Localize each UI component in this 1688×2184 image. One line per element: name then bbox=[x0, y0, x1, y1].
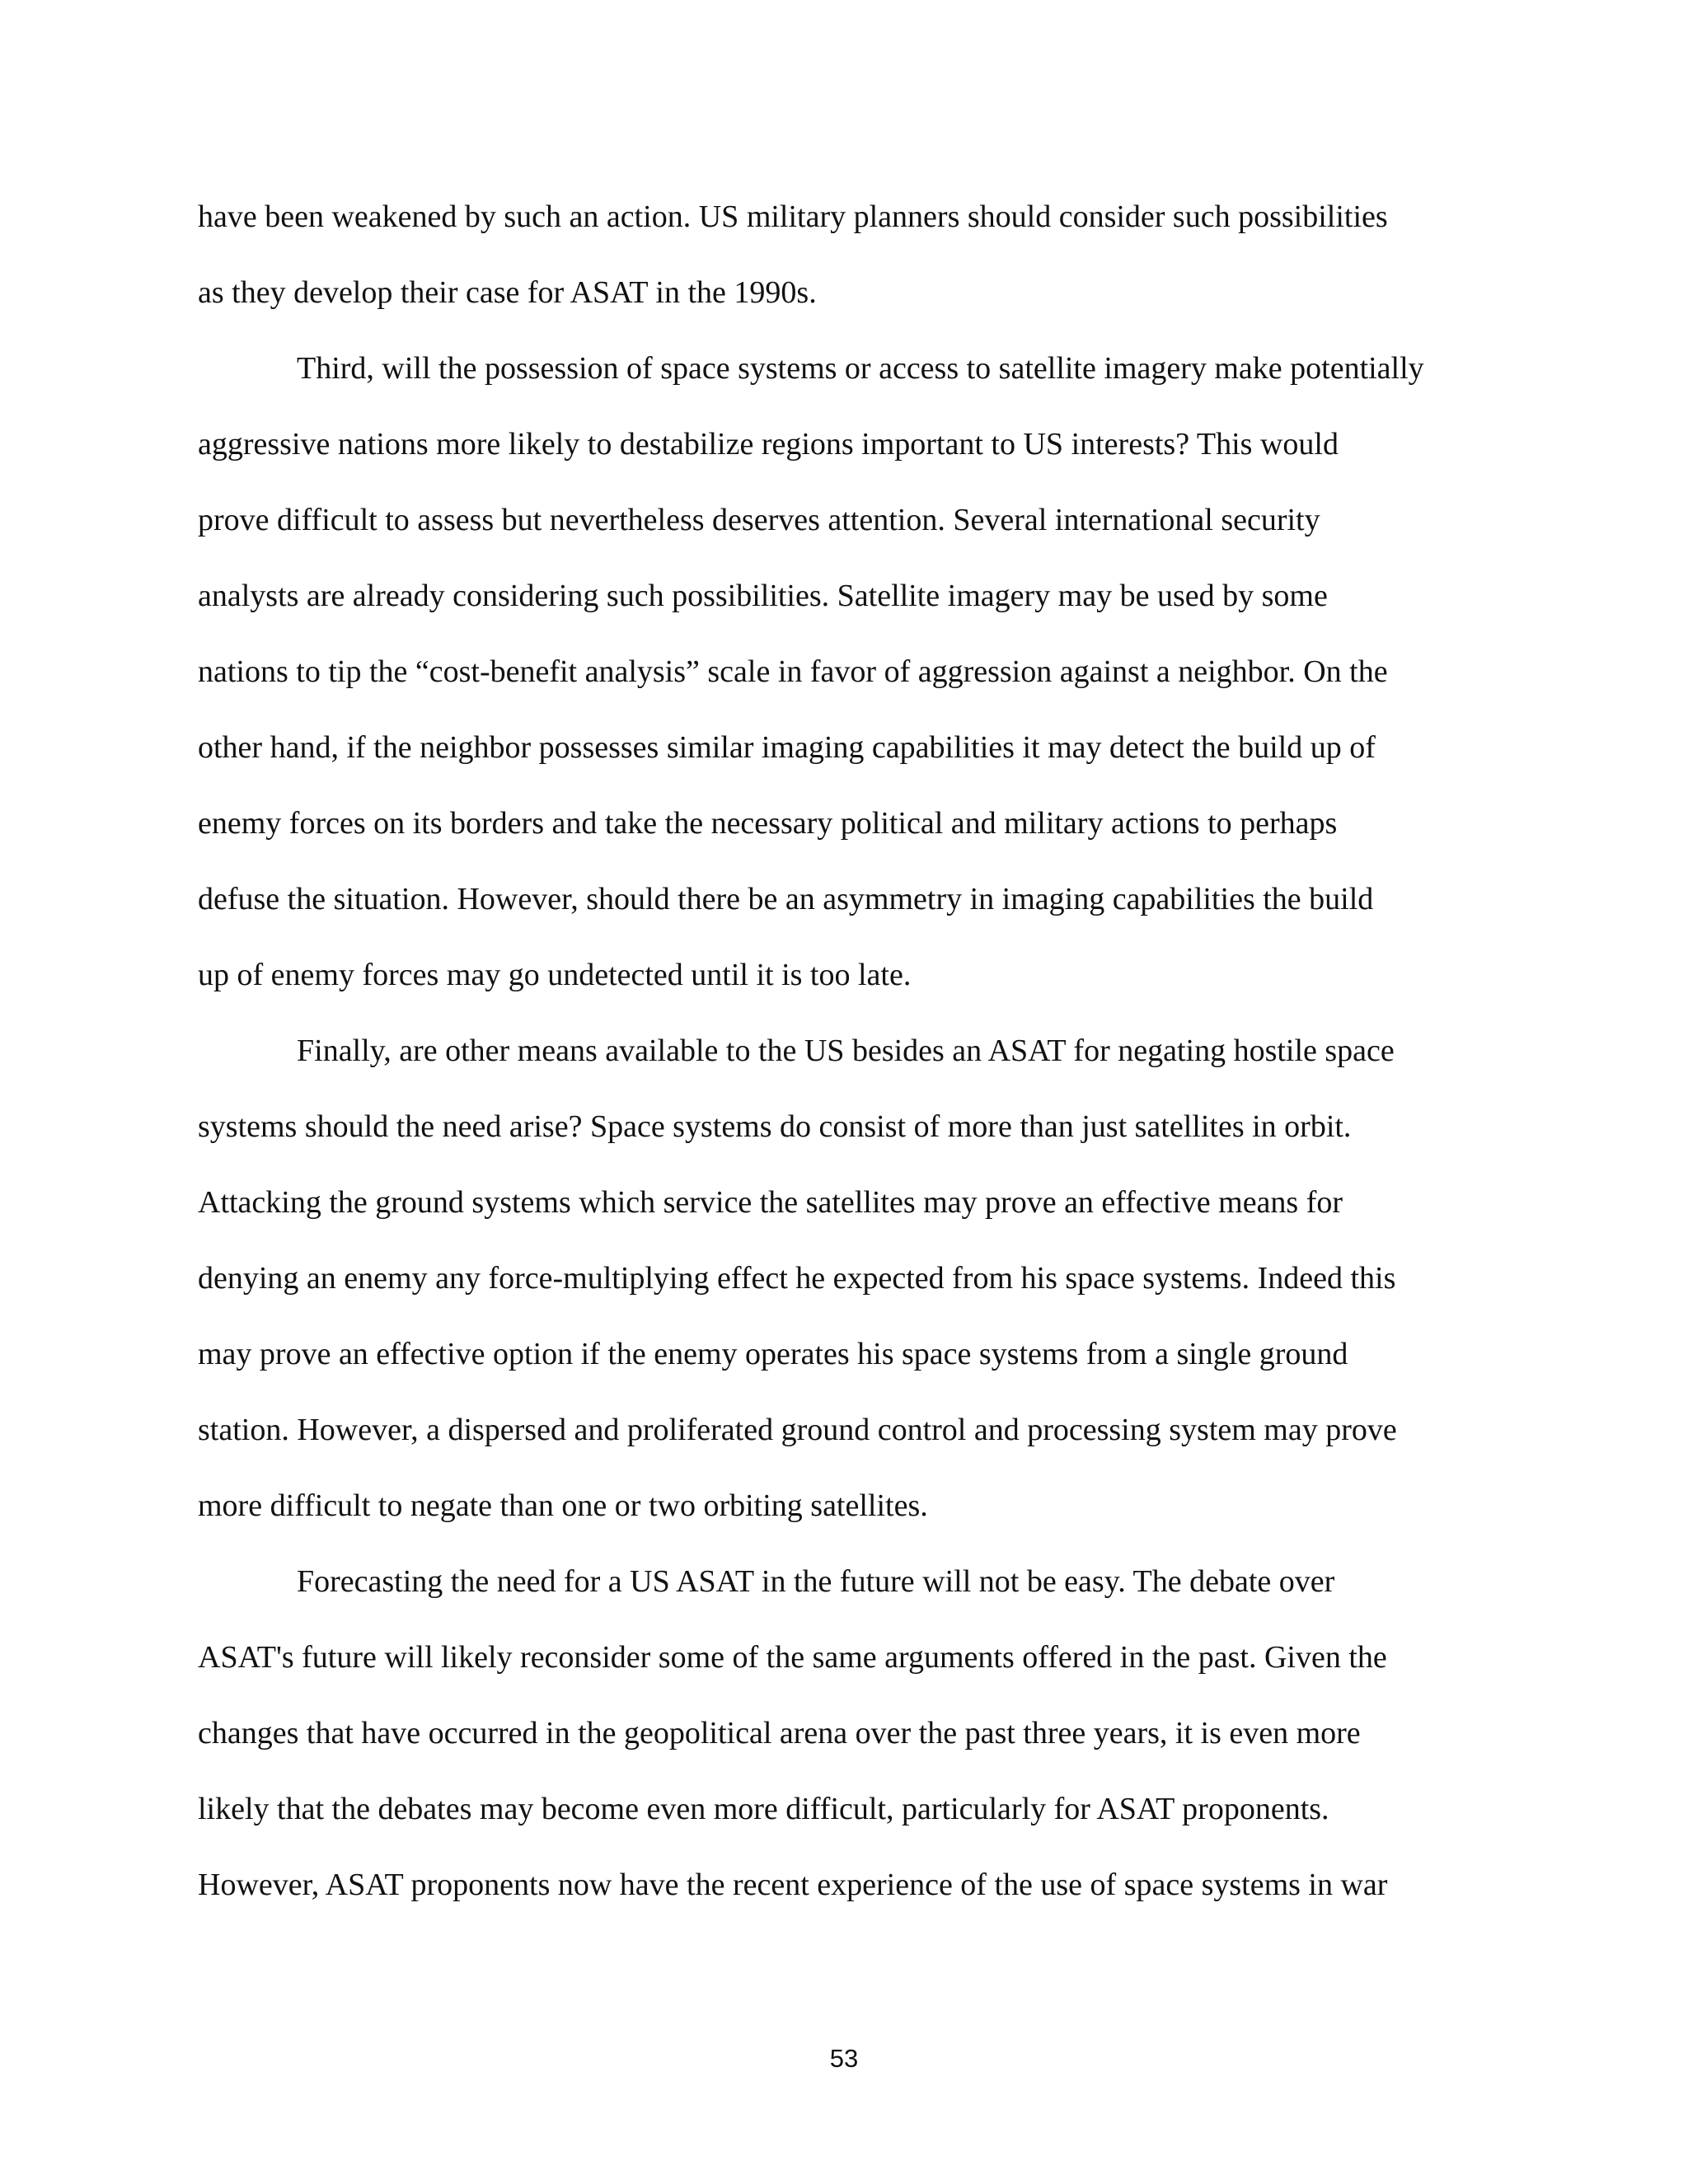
body-line: denying an enemy any force-multiplying effect he expected from his space systems. Indeed this bbox=[198, 1261, 1396, 1296]
body-line: Forecasting the need for a US ASAT in the future will not be easy. The debate over bbox=[297, 1564, 1335, 1599]
body-line: station. However, a dispersed and proliferated ground control and processing system may prove bbox=[198, 1413, 1397, 1447]
body-line: up of enemy forces may go undetected until it is too late. bbox=[198, 958, 912, 992]
body-line: Finally, are other means available to the US besides an ASAT for negating hostile space bbox=[297, 1033, 1395, 1068]
page-number: 53 bbox=[829, 2044, 859, 2073]
body-line: have been weakened by such an action. US military planners should consider such possibilities bbox=[198, 199, 1388, 234]
body-line: enemy forces on its borders and take the necessary political and military actions to perhaps bbox=[198, 806, 1338, 841]
body-line: defuse the situation. However, should there be an asymmetry in imaging capabilities the build bbox=[198, 882, 1374, 916]
body-line: may prove an effective option if the enemy operates his space systems from a single ground bbox=[198, 1337, 1348, 1371]
body-line: likely that the debates may become even more difficult, particularly for ASAT proponents. bbox=[198, 1792, 1329, 1826]
body-line: aggressive nations more likely to destabilize regions important to US interests? This would bbox=[198, 427, 1339, 462]
body-line: systems should the need arise? Space systems do consist of more than just satellites in orbit. bbox=[198, 1109, 1352, 1144]
body-line: However, ASAT proponents now have the recent experience of the use of space systems in war bbox=[198, 1868, 1388, 1902]
body-line: Third, will the possession of space systems or access to satellite imagery make potentially bbox=[297, 351, 1424, 386]
body-line: as they develop their case for ASAT in the 1990s. bbox=[198, 275, 817, 310]
body-line: prove difficult to assess but nevertheless deserves attention. Several international security bbox=[198, 503, 1320, 537]
body-line: more difficult to negate than one or two orbiting satellites. bbox=[198, 1488, 928, 1523]
body-line: changes that have occurred in the geopolitical arena over the past three years, it is even more bbox=[198, 1716, 1361, 1750]
body-line: Attacking the ground systems which service the satellites may prove an effective means for bbox=[198, 1185, 1343, 1220]
body-line: ASAT's future will likely reconsider some of the same arguments offered in the past. Given the bbox=[198, 1640, 1387, 1675]
body-line: nations to tip the “cost-benefit analysis” scale in favor of aggression against a neighbor. On the bbox=[198, 654, 1388, 689]
body-line: analysts are already considering such possibilities. Satellite imagery may be used by some bbox=[198, 579, 1328, 613]
body-line: other hand, if the neighbor possesses similar imaging capabilities it may detect the build up of bbox=[198, 730, 1376, 765]
